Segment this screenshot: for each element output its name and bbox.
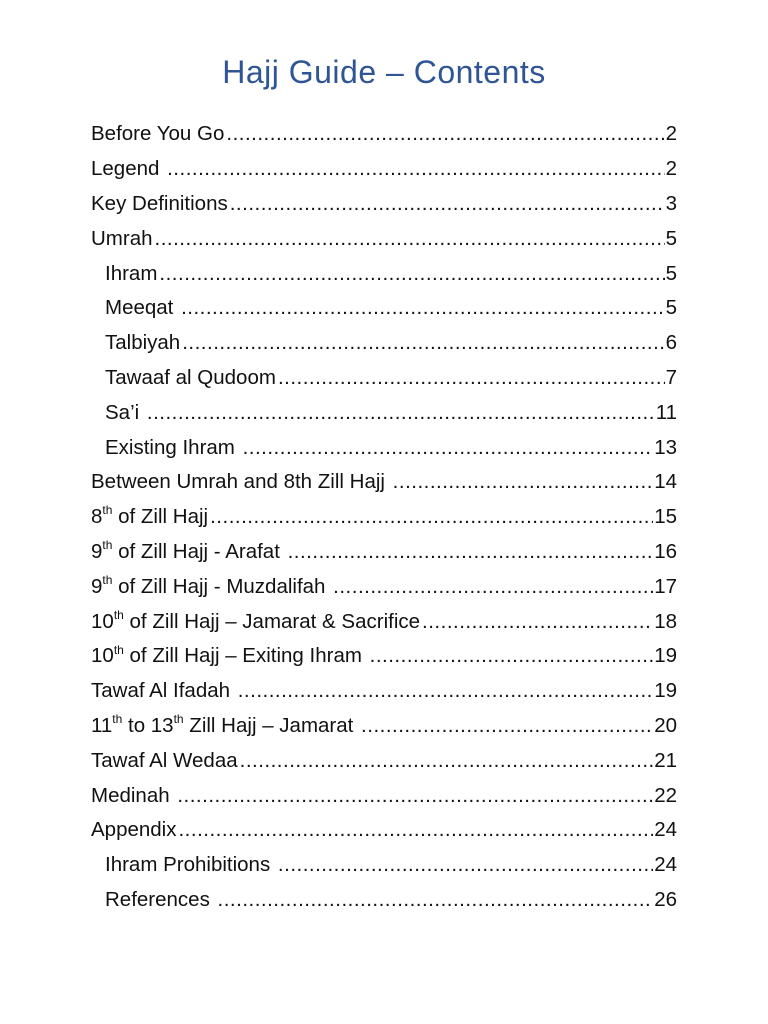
title-text: 10 [91, 644, 114, 668]
toc-page-number: 5 [665, 226, 677, 250]
dot-leader [178, 818, 653, 842]
toc-entry-title [91, 784, 177, 808]
title-text: Tawaf Al Wedaa [91, 748, 238, 772]
toc-page-number: 16 [654, 539, 677, 563]
dot-leader [422, 610, 653, 634]
toc-entry[interactable] [91, 639, 677, 674]
toc-entry-title [91, 572, 333, 599]
dot-leader [182, 331, 664, 355]
title-text: of Zill Hajj [112, 505, 209, 529]
toc-page-number: 22 [654, 783, 677, 807]
toc-page-number: 15 [654, 505, 677, 529]
toc-entry-title [91, 714, 361, 738]
toc-entry[interactable] [91, 187, 677, 222]
toc-entry[interactable] [91, 778, 677, 813]
title-text: of Zill Hajj - Muzdalifah [112, 574, 332, 598]
toc-entry[interactable] [91, 813, 677, 848]
title-text: Legend [91, 157, 166, 181]
dot-leader [155, 227, 665, 251]
toc-entry-title [105, 853, 278, 877]
toc-entry-title [91, 157, 167, 181]
toc-page-number: 26 [654, 887, 677, 911]
toc-entry-title [105, 888, 218, 912]
ordinal-suffix: th [173, 712, 184, 727]
toc-subentry[interactable] [91, 291, 677, 326]
title-text: Tawaaf al Qudoom [105, 365, 276, 389]
title-text: Before You Go [91, 122, 225, 146]
toc-entry-title [91, 122, 226, 146]
toc-subentry[interactable] [91, 430, 677, 465]
toc-entry[interactable] [91, 674, 677, 709]
title-text: Ihram Prohibitions [105, 853, 276, 877]
title-text: of Zill Hajj – Jamarat & Sacrifice [123, 609, 421, 633]
dot-leader [226, 122, 664, 146]
title-text: of Zill Hajj – Exiting Ihram [123, 644, 368, 668]
toc-subentry[interactable] [91, 361, 677, 396]
toc-page-number: 20 [654, 713, 677, 737]
toc-subentry[interactable] [91, 395, 677, 430]
dot-leader [238, 679, 653, 703]
dot-leader [210, 505, 653, 529]
toc-entry[interactable] [91, 604, 677, 639]
title-text: References [105, 887, 216, 911]
ordinal-suffix: th [102, 572, 113, 587]
title-text: Zill Hajj – Jamarat [183, 713, 360, 737]
dot-leader [333, 575, 653, 599]
toc-page-number: 5 [665, 296, 677, 320]
toc-subentry[interactable] [91, 848, 677, 883]
dot-leader [177, 784, 653, 808]
title-text: Appendix [91, 818, 177, 842]
toc-entry-title [105, 262, 159, 286]
dot-leader [240, 749, 654, 773]
toc-page-number: 2 [665, 157, 677, 181]
title-text: Between Umrah and 8th Zill Hajj [91, 470, 391, 494]
toc-page-number: 17 [654, 574, 677, 598]
title-text: Talbiyah [105, 331, 181, 355]
title-text: of Zill Hajj - Arafat [112, 539, 286, 563]
title-text: to 13 [122, 713, 174, 737]
dot-leader [278, 366, 665, 390]
toc-page-number: 24 [654, 853, 677, 877]
ordinal-suffix: th [102, 538, 113, 553]
dot-leader [288, 540, 654, 564]
toc-page-number: 24 [654, 818, 677, 842]
toc-entry-title [91, 749, 240, 773]
toc-entry[interactable] [91, 500, 677, 535]
dot-leader [167, 157, 664, 181]
toc-entry[interactable] [91, 743, 677, 778]
toc-page-number: 13 [654, 435, 677, 459]
dot-leader [361, 714, 653, 738]
title-text: Sa’i [105, 400, 145, 424]
toc-entry-title [91, 679, 238, 703]
toc-entry[interactable] [91, 117, 677, 152]
toc-entry-title [105, 296, 181, 320]
toc-entry-title [91, 227, 155, 251]
toc-page-number: 6 [665, 331, 677, 355]
toc-page-number: 18 [654, 609, 677, 633]
title-text: 8 [91, 505, 103, 529]
title-text: Tawaf Al Ifadah [91, 679, 236, 703]
toc-entry[interactable] [91, 535, 677, 570]
toc-page-number: 11 [655, 400, 677, 424]
dot-leader [230, 192, 665, 216]
toc-subentry[interactable] [91, 883, 677, 918]
title-text: Umrah [91, 226, 153, 250]
toc-page-number: 7 [665, 365, 677, 389]
title-text: 9 [91, 539, 103, 563]
toc-entry[interactable] [91, 465, 677, 500]
toc-subentry[interactable] [91, 256, 677, 291]
toc-entry-title [105, 401, 147, 425]
table-of-contents [91, 117, 677, 917]
title-text: Key Definitions [91, 191, 228, 215]
ordinal-suffix: th [113, 642, 124, 657]
dot-leader [181, 296, 665, 320]
toc-entry[interactable] [91, 709, 677, 744]
ordinal-suffix: th [113, 607, 124, 622]
toc-entry-title [91, 505, 210, 529]
toc-entry[interactable] [91, 569, 677, 604]
dot-leader [393, 470, 654, 494]
toc-entry-title [91, 818, 178, 842]
toc-subentry[interactable] [91, 326, 677, 361]
toc-page-number: 2 [665, 122, 677, 146]
title-text: Meeqat [105, 296, 180, 320]
toc-entry-title [91, 192, 230, 216]
toc-entry-title [91, 644, 370, 668]
ordinal-suffix: th [112, 712, 123, 727]
toc-entry-title [105, 436, 243, 460]
title-text: 10 [91, 609, 114, 633]
toc-entry-title [91, 470, 393, 494]
toc-entry[interactable] [91, 152, 677, 187]
dot-leader [278, 853, 653, 877]
dot-leader [243, 436, 654, 460]
toc-page-number: 21 [654, 748, 677, 772]
toc-entry[interactable] [91, 221, 677, 256]
toc-page-number: 5 [665, 261, 677, 285]
toc-entry-title [91, 540, 288, 564]
dot-leader [218, 888, 654, 912]
title-text: 9 [91, 574, 103, 598]
title-text: Medinah [91, 783, 176, 807]
dot-leader [159, 262, 664, 286]
toc-page-number: 14 [654, 470, 677, 494]
ordinal-suffix: th [102, 503, 113, 518]
page-title: Hajj Guide – Contents [222, 54, 546, 90]
toc-page-number: 19 [654, 644, 677, 668]
toc-entry-title [105, 366, 278, 390]
toc-entry-title [91, 607, 422, 634]
title-text: 11 [91, 713, 113, 737]
dot-leader [370, 644, 654, 668]
toc-entry-title [105, 331, 182, 355]
dot-leader [147, 401, 655, 425]
toc-page-number: 19 [654, 679, 677, 703]
title-text: Existing Ihram [105, 435, 241, 459]
toc-page-number: 3 [665, 191, 677, 215]
title-text: Ihram [105, 261, 158, 285]
